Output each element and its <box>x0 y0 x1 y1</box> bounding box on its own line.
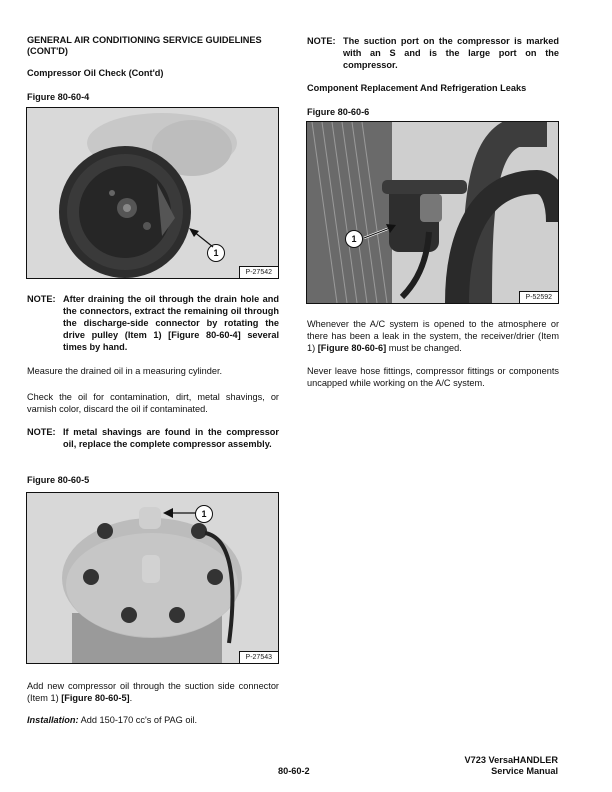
arrow-icon <box>187 225 217 250</box>
manual-name: Service Manual <box>491 766 558 776</box>
note-text: The suction port on the compressor is marked with an S and is the large port on the compressor. <box>343 36 559 70</box>
paragraph: Check the oil for contamination, dirt, metal shavings, or varnish color, discard the oil if contaminated. <box>27 392 279 414</box>
figure-80-60-5 <box>26 492 279 664</box>
figure-80-60-6 <box>306 121 559 304</box>
installation-instruction: Installation: Add 150-170 cc's of PAG oil. <box>27 715 198 725</box>
photo-id: P-27542 <box>239 266 278 278</box>
paragraph-receiver-drier: Whenever the A/C system is opened to the atmosphere or there has been a leak in the system, the receiver/drier (Item 1) [Figure 80-60-6] must be changed. <box>307 319 559 353</box>
note-metal-shavings <box>27 426 279 450</box>
photo-id: P-52592 <box>519 291 558 303</box>
receiver-drier-photo <box>307 122 558 303</box>
arrow-icon <box>362 222 397 242</box>
figure-reference: [Figure 80-60-6] <box>317 343 387 353</box>
paragraph: Measure the drained oil in a measuring cylinder. <box>27 366 223 376</box>
figure-caption: Figure 80-60-6 <box>307 107 370 117</box>
note-label: NOTE: <box>307 36 336 46</box>
compressor-suction-port-photo <box>27 493 278 663</box>
note-drain-oil <box>27 293 279 353</box>
subsection-title: Compressor Oil Check (Cont'd) <box>27 68 164 78</box>
compressor-drive-pulley-photo <box>27 108 278 278</box>
note-text: After draining the oil through the drain hole and the connectors, extract the remaining oil through the discharge-side connector by rotating the drive pulley (Item 1) [Figure 80-60-4] several times by hand. <box>63 294 279 352</box>
footer-manual-title <box>400 755 558 777</box>
item-callout: 1 <box>345 230 363 248</box>
paragraph: Never leave hose fittings, compressor fittings or components uncapped while working on the A/C system. <box>307 366 559 388</box>
section-title: GENERAL AIR CONDITIONING SERVICE GUIDELINES (CONT'D) <box>27 35 262 56</box>
product-name: V723 VersaHANDLER <box>464 755 558 765</box>
figure-caption: Figure 80-60-5 <box>27 475 90 485</box>
arrow-icon <box>163 507 197 519</box>
figure-caption: Figure 80-60-4 <box>27 92 90 102</box>
figure-reference: [Figure 80-60-5] <box>61 693 130 703</box>
item-callout: 1 <box>207 244 225 262</box>
photo-id: P-27543 <box>239 651 278 663</box>
paragraph-add-oil: Add new compressor oil through the suction side connector (Item 1) [Figure 80-60-5]. <box>27 681 279 703</box>
note-text: If metal shavings are found in the compressor oil, replace the complete compressor assembly. <box>63 427 279 449</box>
figure-80-60-4 <box>26 107 279 279</box>
subsection-title: Component Replacement And Refrigeration Leaks <box>307 83 527 93</box>
item-callout: 1 <box>195 505 213 523</box>
page-number: 80-60-2 <box>278 766 310 776</box>
note-suction-port <box>307 35 559 71</box>
note-label: NOTE: <box>27 294 56 304</box>
note-label: NOTE: <box>27 427 56 437</box>
installation-label: Installation: <box>27 715 79 725</box>
